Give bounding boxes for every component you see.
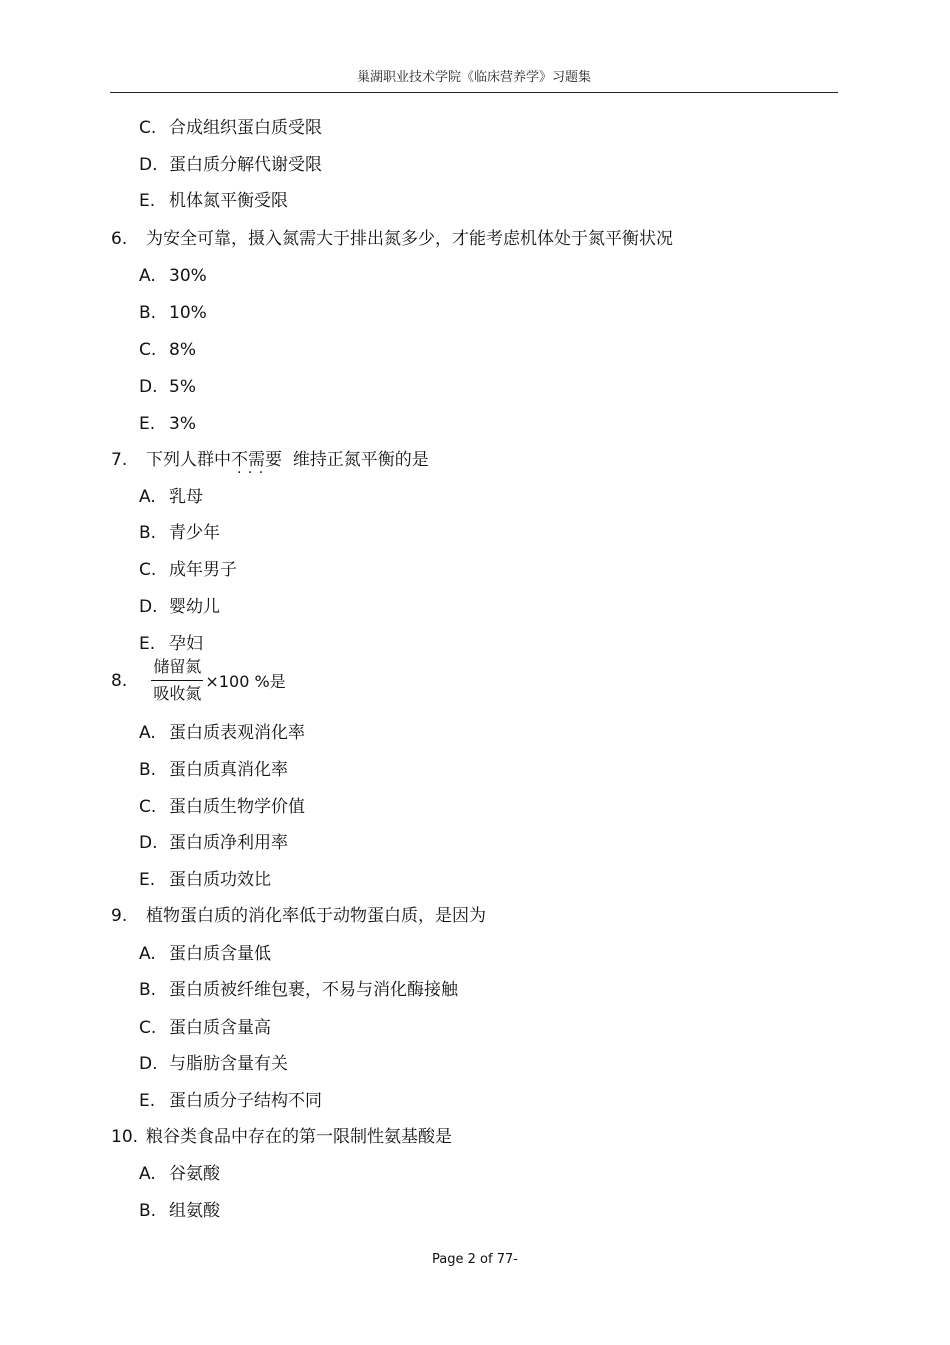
q6-option-e (139, 413, 196, 435)
page-footer: Page 2 of 77- (432, 1252, 518, 1267)
question-8 (111, 656, 286, 705)
q9-option-d (139, 1053, 288, 1075)
option-label: A. (139, 266, 156, 286)
option-text: 婴幼儿 (169, 597, 220, 617)
option-label: E. (139, 634, 156, 654)
header-divider (110, 92, 838, 93)
option-text: 蛋白质分解代谢受限 (169, 155, 322, 175)
option-text: 蛋白质含量高 (169, 1018, 271, 1038)
question-6 (111, 228, 673, 250)
option-label: A. (139, 944, 156, 964)
option-text: 蛋白质含量低 (169, 944, 271, 964)
option-text: 蛋白质真消化率 (169, 760, 288, 780)
option-label: D. (139, 1054, 158, 1074)
question-text: 粮谷类食品中存在的第一限制性氨基酸是 (146, 1127, 452, 1147)
question-10 (111, 1126, 452, 1148)
option-text: 组氨酸 (169, 1201, 220, 1221)
option-text: 10% (169, 303, 207, 323)
q6-option-d (139, 376, 196, 398)
question-emphasis: 不需要 · · · (231, 449, 282, 471)
q9-option-e (139, 1090, 322, 1112)
q7-option-d (139, 596, 220, 618)
fraction (151, 656, 203, 705)
option-label: C. (139, 340, 157, 360)
option-label: D. (139, 597, 158, 617)
option-text: 5% (169, 377, 196, 397)
q8-option-c (139, 796, 305, 818)
option-text: 孕妇 (169, 634, 203, 654)
option-label: E. (139, 191, 156, 211)
q9-option-a (139, 943, 271, 965)
question-text: ×100 %是 (205, 672, 286, 691)
option-label: A. (139, 487, 156, 507)
fraction-numerator: 储留氮 (153, 657, 202, 676)
fraction-denominator: 吸收氮 (153, 684, 202, 703)
option-label: C. (139, 797, 157, 817)
q10-option-a (139, 1163, 220, 1185)
option-label: A. (139, 1164, 156, 1184)
q6-option-b (139, 302, 207, 324)
q9-option-b (139, 979, 458, 1001)
option-label: B. (139, 523, 157, 543)
q8-option-d (139, 832, 288, 854)
q8-option-b (139, 759, 288, 781)
option-text: 蛋白质分子结构不同 (169, 1091, 322, 1111)
option-text: 蛋白质生物学价值 (169, 797, 305, 817)
q5-option-e (139, 190, 288, 212)
q8-option-a (139, 722, 305, 744)
option-text: 机体氮平衡受限 (169, 191, 288, 211)
q5-option-d (139, 154, 322, 176)
option-label: E. (139, 414, 156, 434)
option-label: E. (139, 1091, 156, 1111)
question-7 (111, 449, 429, 471)
option-text: 谷氨酸 (169, 1164, 220, 1184)
q6-option-a (139, 265, 207, 287)
option-text: 蛋白质功效比 (169, 870, 271, 890)
q10-option-b (139, 1200, 220, 1222)
question-text-before: 下列人群中 (146, 450, 231, 470)
q9-option-c (139, 1017, 271, 1039)
question-number: 6. (111, 229, 128, 249)
page-header: 巢湖职业技术学院《临床营养学》习题集 (356, 70, 591, 85)
option-label: B. (139, 760, 157, 780)
question-number: 7. (111, 450, 128, 470)
option-label: C. (139, 560, 157, 580)
question-text: 植物蛋白质的消化率低于动物蛋白质，是因为 (146, 906, 486, 926)
q7-option-c (139, 559, 237, 581)
question-9 (111, 905, 486, 927)
fraction-bar (151, 680, 203, 681)
option-text: 青少年 (169, 523, 220, 543)
option-text: 与脂肪含量有关 (169, 1054, 288, 1074)
q5-option-c (139, 117, 322, 139)
option-text: 成年男子 (169, 560, 237, 580)
option-text: 合成组织蛋白质受限 (169, 118, 322, 138)
q7-option-b (139, 522, 220, 544)
q8-option-e (139, 869, 271, 891)
question-number: 10. (111, 1127, 139, 1147)
q7-option-e (139, 633, 203, 655)
question-text-after: 维持正氮平衡的是 (292, 450, 429, 470)
option-label: D. (139, 155, 158, 175)
option-label: B. (139, 303, 157, 323)
option-label: E. (139, 870, 156, 890)
option-label: C. (139, 118, 157, 138)
option-text: 蛋白质表观消化率 (169, 723, 305, 743)
option-label: B. (139, 1201, 157, 1221)
option-text: 蛋白质被纤维包裹，不易与消化酶接触 (169, 980, 458, 1000)
option-label: C. (139, 1018, 157, 1038)
option-label: B. (139, 980, 157, 1000)
option-text: 蛋白质净利用率 (169, 833, 288, 853)
option-text: 3% (169, 414, 196, 434)
option-text: 30% (169, 266, 207, 286)
question-number: 9. (111, 906, 128, 926)
option-label: D. (139, 377, 158, 397)
option-label: A. (139, 723, 156, 743)
question-text: 为安全可靠，摄入氮需大于排出氮多少，才能考虑机体处于氮平衡状况 (146, 229, 673, 249)
question-number: 8. (111, 670, 128, 691)
q7-option-a (139, 486, 203, 508)
option-text: 8% (169, 340, 196, 360)
option-label: D. (139, 833, 158, 853)
option-text: 乳母 (169, 487, 203, 507)
q6-option-c (139, 339, 196, 361)
